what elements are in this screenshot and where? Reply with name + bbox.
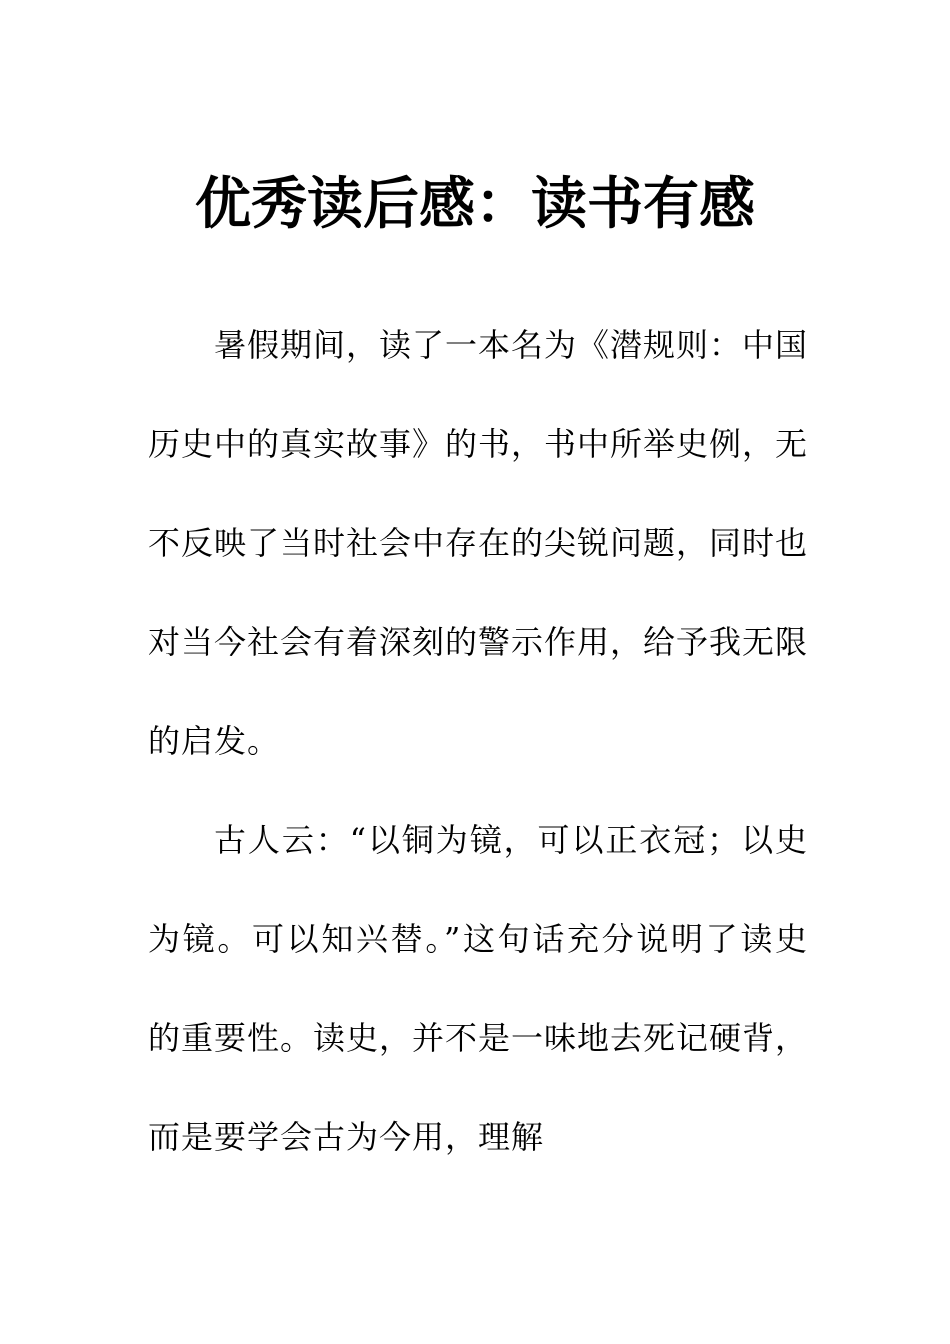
paragraph-1: 暑假期间，读了一本名为《潜规则：中国历史中的真实故事》的书，书中所举史例，无不反映了当时社会中存在的尖锐问题，同时也对当今社会有着深刻的警示作用，给予我无限的启发。 [148, 326, 809, 760]
document-title: 优秀读后感：读书有感 [195, 170, 755, 237]
paragraph-2: 古人云：“以铜为镜，可以正衣冠；以史为镜。可以知兴替。”这句话充分说明了读史的重要性。读史，并不是一味地去死记硬背，而是要学会古为今用，理解 [148, 821, 809, 1156]
document-body [148, 296, 808, 1187]
